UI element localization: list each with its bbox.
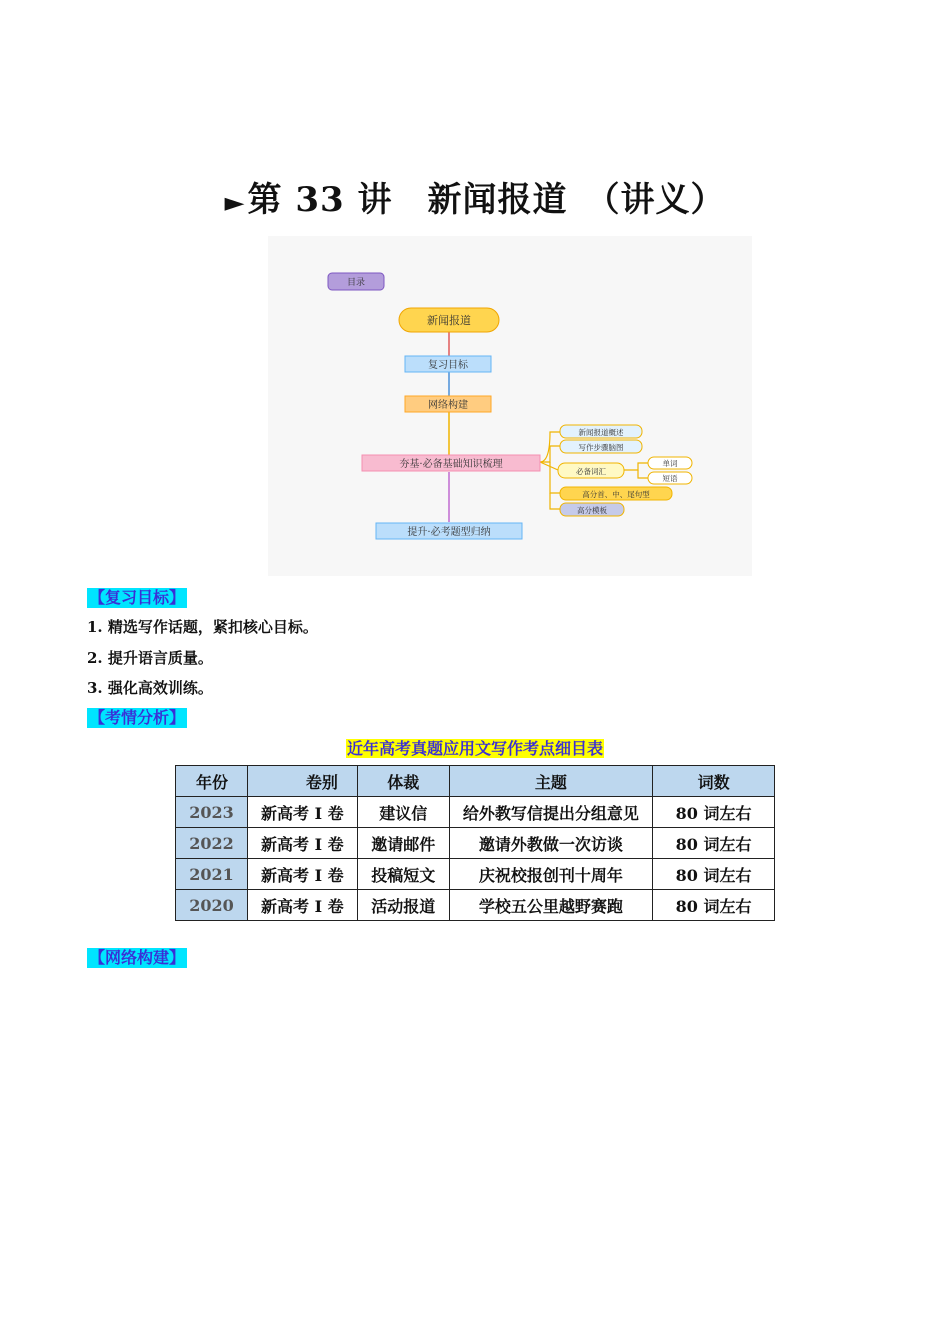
mm-vocab-label-0: 单词: [662, 459, 678, 468]
mm-branch-label-1: 写作步骤脑图: [578, 443, 624, 452]
cell-topic: 庆祝校报创刊十周年: [449, 859, 653, 890]
cell-paper: 新高考 I 卷: [247, 859, 357, 890]
cell-paper: 新高考 I 卷: [247, 828, 357, 859]
header-genre: 体裁: [357, 766, 449, 797]
cell-genre: 邀请邮件: [357, 828, 449, 859]
table-row: [176, 890, 775, 921]
cell-topic: 学校五公里越野赛跑: [449, 890, 653, 921]
goal-item-2: 2. 提升语言质量。: [87, 649, 213, 667]
goal-item-1: 1. 精选写作话题，紧扣核心目标。: [87, 618, 318, 636]
cell-year: 2021: [176, 859, 248, 890]
cell-paper: 新高考 I 卷: [247, 797, 357, 828]
mm-branch-label-0: 新闻报道概述: [578, 428, 624, 437]
cell-genre: 投稿短文: [357, 859, 449, 890]
mm-branch-label-3: 高分首、中、尾句型: [582, 490, 650, 499]
mm-l1-label-3: 提升·必考题型归纳: [407, 527, 491, 538]
mm-branch-label-4: 高分模板: [577, 506, 607, 515]
triangle-marker-icon: ►: [224, 188, 246, 218]
section-exam-analysis: 【考情分析】: [89, 708, 186, 727]
cell-word-count: 80 词左右: [653, 797, 775, 828]
table-header-row: [176, 766, 775, 797]
cell-word-count: 80 词左右: [653, 859, 775, 890]
cell-genre: 活动报道: [357, 890, 449, 921]
cell-topic: 给外教写信提出分组意见: [449, 797, 653, 828]
mm-tag-label: 目录: [346, 278, 366, 288]
mm-l1-label-2: 夯基·必备基础知识梳理: [399, 459, 503, 470]
table-row: [176, 859, 775, 890]
exam-table: [175, 765, 775, 921]
cell-word-count: 80 词左右: [653, 890, 775, 921]
header-year: 年份: [176, 766, 248, 797]
mm-vocab-label-1: 短语: [662, 474, 678, 483]
section-review-goals: 【复习目标】: [89, 588, 186, 607]
mm-l1-label-1: 网络构建: [428, 400, 468, 411]
cell-topic: 邀请外教做一次访谈: [449, 828, 653, 859]
mm-l1-label-0: 复习目标: [428, 360, 468, 371]
goal-item-3: 3. 强化高效训练。: [87, 679, 213, 697]
table-caption-text: 近年高考真题应用文写作考点细目表: [346, 739, 603, 758]
mm-center-label: 新闻报道: [427, 314, 471, 327]
header-word-count: 词数: [653, 766, 775, 797]
cell-year: 2022: [176, 828, 248, 859]
cell-word-count: 80 词左右: [653, 828, 775, 859]
page-title: [0, 172, 950, 221]
header-topic: 主题: [449, 766, 653, 797]
mm-branch-label-2: 必备词汇: [576, 467, 606, 476]
section-network: 【网络构建】: [89, 948, 186, 967]
cell-year: 2020: [176, 890, 248, 921]
mind-map-image: [268, 236, 752, 576]
header-paper: 卷别: [247, 766, 357, 797]
cell-paper: 新高考 I 卷: [247, 890, 357, 921]
table-row: [176, 797, 775, 828]
title-text: 第 33 讲 新闻报道 （讲义）: [247, 180, 726, 220]
cell-year: 2023: [176, 797, 248, 828]
table-row: [176, 828, 775, 859]
table-caption: [0, 736, 950, 759]
cell-genre: 建议信: [357, 797, 449, 828]
